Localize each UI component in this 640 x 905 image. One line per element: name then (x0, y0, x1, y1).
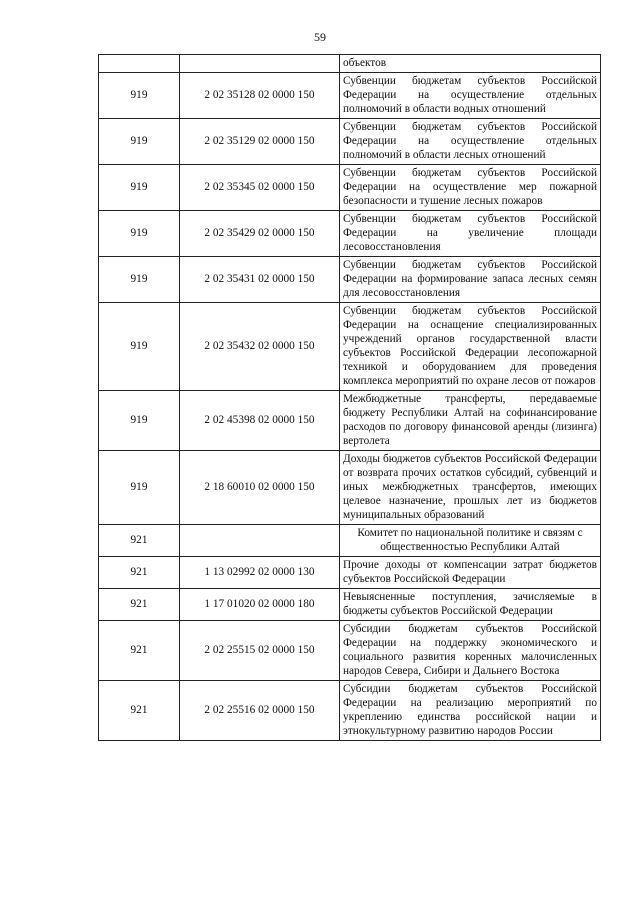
table-row (99, 391, 601, 451)
table-row (99, 681, 601, 741)
income-name-cell: Межбюджетные трансферты, передаваемые бюджету Республики Алтай на софинансирование расходов по договору финансовой аренды (лизинга) вертолета (340, 391, 601, 451)
admin-code-cell: 919 (99, 119, 180, 165)
income-name-cell: Субвенции бюджетам субъектов Российской Федерации на формирование запаса лесных семян для лесовосстановления (340, 257, 601, 303)
table-row (99, 589, 601, 621)
income-name-cell: Комитет по национальной политике и связям с общественностью Республики Алтай (340, 525, 601, 557)
table-row (99, 303, 601, 391)
admin-code-cell: 919 (99, 303, 180, 391)
admin-code-cell (99, 55, 180, 73)
income-name-cell: Субвенции бюджетам субъектов Российской Федерации на осуществление отдельных полномочий в области лесных отношений (340, 119, 601, 165)
budget-code-cell (180, 55, 340, 73)
admin-code-cell: 919 (99, 257, 180, 303)
table-row (99, 165, 601, 211)
revenue-codes-table (98, 54, 601, 741)
income-name-cell: Субвенции бюджетам субъектов Российской Федерации на осуществление отдельных полномочий в области водных отношений (340, 73, 601, 119)
admin-code-cell: 921 (99, 589, 180, 621)
table-row (99, 119, 601, 165)
income-name-cell: Субвенции бюджетам субъектов Российской Федерации на оснащение специализированных учреждений органов государственной власти субъектов Российской Федерации лесопожарной техникой и оборудованием для проведения комплекса мероприятий по охране лесов от пожаров (340, 303, 601, 391)
budget-code-cell: 2 02 45398 02 0000 150 (180, 391, 340, 451)
income-name-cell: Субвенции бюджетам субъектов Российской Федерации на увеличение площади лесовосстановления (340, 211, 601, 257)
admin-code-cell: 921 (99, 681, 180, 741)
budget-code-cell: 2 02 35429 02 0000 150 (180, 211, 340, 257)
budget-code-cell: 2 02 35128 02 0000 150 (180, 73, 340, 119)
table-row (99, 621, 601, 681)
table-row (99, 211, 601, 257)
table-row (99, 451, 601, 525)
income-name-cell: Невыясненные поступления, зачисляемые в бюджеты субъектов Российской Федерации (340, 589, 601, 621)
admin-code-cell: 921 (99, 621, 180, 681)
admin-code-cell: 919 (99, 451, 180, 525)
budget-code-cell: 2 18 60010 02 0000 150 (180, 451, 340, 525)
budget-code-cell: 2 02 35345 02 0000 150 (180, 165, 340, 211)
admin-code-cell: 921 (99, 557, 180, 589)
table-row (99, 525, 601, 557)
admin-code-cell: 919 (99, 391, 180, 451)
budget-code-cell: 2 02 35431 02 0000 150 (180, 257, 340, 303)
budget-code-cell: 1 13 02992 02 0000 130 (180, 557, 340, 589)
table-row (99, 257, 601, 303)
admin-code-cell: 919 (99, 165, 180, 211)
income-name-cell: Прочие доходы от компенсации затрат бюджетов субъектов Российской Федерации (340, 557, 601, 589)
table-row (99, 73, 601, 119)
admin-code-cell: 919 (99, 211, 180, 257)
income-name-cell: Субвенции бюджетам субъектов Российской Федерации на осуществление мер пожарной безопасности и тушение лесных пожаров (340, 165, 601, 211)
budget-code-cell: 2 02 25516 02 0000 150 (180, 681, 340, 741)
income-name-cell: объектов (340, 55, 601, 73)
budget-code-cell: 2 02 25515 02 0000 150 (180, 621, 340, 681)
page-number: 59 (314, 30, 326, 44)
income-name-cell: Доходы бюджетов субъектов Российской Федерации от возврата прочих остатков субсидий, субвенций и иных межбюджетных трансфертов, имеющих целевое назначение, прошлых лет из бюджетов муниципальных образований (340, 451, 601, 525)
budget-code-cell (180, 525, 340, 557)
admin-code-cell: 921 (99, 525, 180, 557)
table-row (99, 557, 601, 589)
admin-code-cell: 919 (99, 73, 180, 119)
budget-code-cell: 1 17 01020 02 0000 180 (180, 589, 340, 621)
budget-code-cell: 2 02 35432 02 0000 150 (180, 303, 340, 391)
income-name-cell: Субсидии бюджетам субъектов Российской Федерации на реализацию мероприятий по укреплению единства российской нации и этнокультурному развитию народов России (340, 681, 601, 741)
income-name-cell: Субсидии бюджетам субъектов Российской Федерации на поддержку экономического и социального развития коренных малочисленных народов Севера, Сибири и Дальнего Востока (340, 621, 601, 681)
budget-code-cell: 2 02 35129 02 0000 150 (180, 119, 340, 165)
table-row (99, 55, 601, 73)
